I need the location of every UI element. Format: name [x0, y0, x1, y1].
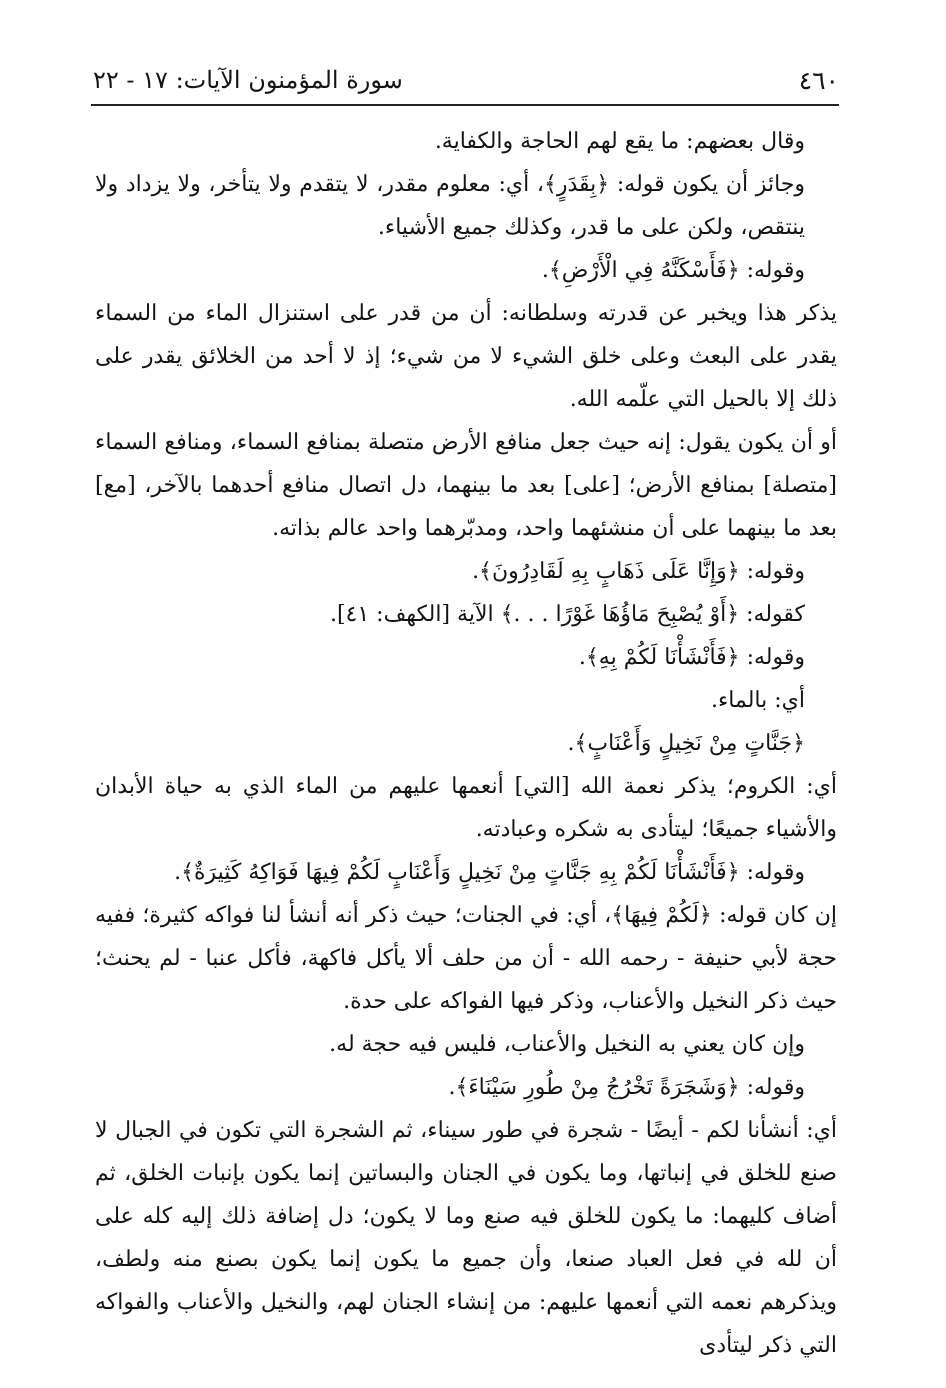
- paragraph: وقوله: ﴿وَإِنَّا عَلَى ذَهَابٍ بِهِ لَقَادِرُونَ﴾.: [472, 559, 805, 584]
- paragraph: أي: أنشأنا لكم - أيضًا - شجرة في طور سيناء، ثم الشجرة التي تكون في الجبال لا صنع للخلق في إنباتها، وما يكون في الجنان والبساتين إنما يكون بإنبات الخلق، ثم أضاف كليهما: ما يكون للخلق فيه صنع وما لا يكون؛ دل إضافة ذلك إليه كله على أن لله في فعل العباد صنعا، وأن جميع ما يكون إنما يكون بصنع منه ولطف، ويذكرهم نعمه التي أنعمها عليهم: من إنشاء الجنان لهم، والنخيل والأعناب والفواكه التي ذكر ليتأدى: [95, 1118, 837, 1358]
- paragraph: ﴿جَنَّاتٍ مِنْ نَخِيلٍ وَأَعْنَابٍ﴾.: [567, 731, 805, 756]
- page-header: [93, 62, 839, 96]
- paragraph: وقوله: ﴿فَأَنْشَأْنَا لَكُمْ بِهِ جَنَّاتٍ مِنْ نَخِيلٍ وَأَعْنَابٍ لَكُمْ فِيهَا فَوَاكِهُ كَثِيرَةٌ﴾.: [174, 860, 805, 885]
- paragraph: وإن كان يعني به النخيل والأعناب، فليس فيه حجة له.: [329, 1032, 805, 1057]
- paragraph: أي: الكروم؛ يذكر نعمة الله [التي] أنعمها عليهم من الماء الذي به حياة الأبدان والأشياء جميعًا؛ ليتأدى به شكره وعبادته.: [95, 774, 837, 842]
- paragraph: وقال بعضهم: ما يقع لهم الحاجة والكفاية.: [434, 129, 805, 154]
- body-text: [95, 120, 837, 1367]
- paragraph: وقوله: ﴿فَأَسْكَنَّهُ فِي الْأَرْضِ﴾.: [541, 258, 805, 283]
- paragraph: كقوله: ﴿أَوْ يُصْبِحَ مَاؤُهَا غَوْرًا . . .﴾ الآية [الكهف: ٤١].: [329, 602, 805, 627]
- paragraph: وقوله: ﴿فَأَنْشَأْنَا لَكُمْ بِهِ﴾.: [578, 645, 805, 670]
- paragraph: أو أن يكون يقول: إنه حيث جعل منافع الأرض متصلة بمنافع السماء، ومنافع السماء [متصلة] بمنافع الأرض؛ [على] بعد ما بينهما، دل اتصال منافع أحدهما بالآخر، [مع] بعد ما بينهما على أن منشئهما واحد، ومدبّرهما واحد عالم بذاته.: [95, 430, 837, 541]
- running-title: سورة المؤمنون الآيات: ١٧ - ٢٢: [93, 66, 403, 94]
- paragraph: إن كان قوله: ﴿لَكُمْ فِيهَا﴾، أي: في الجنات؛ حيث ذكر أنه أنشأ لنا فواكه كثيرة؛ ففيه حجة لأبي حنيفة - رحمه الله - أن من حلف ألا يأكل فاكهة، فأكل عنبا - لم يحنث؛ حيث ذكر النخيل والأعناب، وذكر فيها الفواكه على حدة.: [95, 903, 837, 1014]
- page-number: ٤٦٠: [798, 66, 839, 95]
- paragraph: يذكر هذا ويخبر عن قدرته وسلطانه: أن من قدر على استنزال الماء من السماء يقدر على البعث وعلى خلق الشيء لا من شيء؛ إذ لا أحد من الخلائق يقدر على ذلك إلا بالحيل التي علّمه الله.: [95, 301, 837, 412]
- paragraph: وجائز أن يكون قوله: ﴿بِقَدَرٍ﴾، أي: معلوم مقدر، لا يتقدم ولا يتأخر، ولا يزداد ولا ينتقص، ولكن على ما قدر، وكذلك جميع الأشياء.: [95, 172, 805, 240]
- paragraph: أي: بالماء.: [710, 688, 805, 713]
- paragraph: وقوله: ﴿وَشَجَرَةً تَخْرُجُ مِنْ طُورِ سَيْنَاءَ﴾.: [448, 1075, 805, 1100]
- header-rule: [91, 104, 839, 106]
